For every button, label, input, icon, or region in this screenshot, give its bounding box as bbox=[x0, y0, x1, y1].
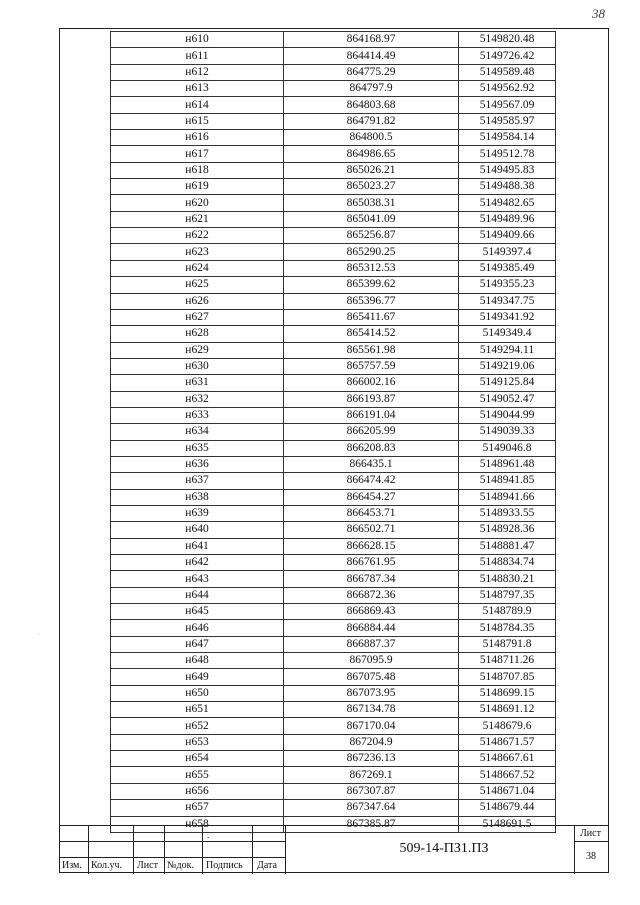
y-coordinate-cell: 5149125.84 bbox=[459, 375, 556, 391]
x-coordinate-cell: 867073.95 bbox=[284, 685, 459, 701]
y-coordinate-cell: 5149584.14 bbox=[459, 130, 556, 146]
table-row bbox=[111, 375, 607, 391]
x-coordinate-cell: 865256.87 bbox=[284, 228, 459, 244]
point-id-cell: н626 bbox=[111, 293, 284, 309]
empty-cell bbox=[556, 783, 607, 799]
table-row bbox=[111, 604, 607, 620]
table-row bbox=[111, 538, 607, 554]
table-row bbox=[111, 130, 607, 146]
empty-cell bbox=[556, 734, 607, 750]
point-id-cell: н642 bbox=[111, 555, 284, 571]
stamp-row-line bbox=[574, 841, 609, 842]
table-row bbox=[111, 277, 607, 293]
y-coordinate-cell: 5148941.85 bbox=[459, 473, 556, 489]
x-coordinate-cell: 866502.71 bbox=[284, 522, 459, 538]
stamp-label-ndok: №док. bbox=[167, 860, 194, 871]
table-row bbox=[111, 489, 607, 505]
y-coordinate-cell: 5149039.33 bbox=[459, 424, 556, 440]
x-coordinate-cell: 865290.25 bbox=[284, 244, 459, 260]
point-id-cell: н624 bbox=[111, 260, 284, 276]
empty-cell bbox=[556, 260, 607, 276]
point-id-cell: н622 bbox=[111, 228, 284, 244]
y-coordinate-cell: 5148671.04 bbox=[459, 783, 556, 799]
y-coordinate-cell: 5148791.8 bbox=[459, 636, 556, 652]
x-coordinate-cell: 866474.42 bbox=[284, 473, 459, 489]
x-coordinate-cell: 865399.62 bbox=[284, 277, 459, 293]
x-coordinate-cell: 867075.48 bbox=[284, 669, 459, 685]
x-coordinate-cell: 864797.9 bbox=[284, 81, 459, 97]
point-id-cell: н650 bbox=[111, 685, 284, 701]
table-row bbox=[111, 473, 607, 489]
stamp-label-izm: Изм. bbox=[62, 860, 82, 871]
point-id-cell: н644 bbox=[111, 587, 284, 603]
table-row bbox=[111, 48, 607, 64]
empty-cell bbox=[556, 767, 607, 783]
x-coordinate-cell: 864168.97 bbox=[284, 32, 459, 48]
empty-cell bbox=[556, 244, 607, 260]
table-row bbox=[111, 228, 607, 244]
point-id-cell: н647 bbox=[111, 636, 284, 652]
y-coordinate-cell: 5149489.96 bbox=[459, 211, 556, 227]
x-coordinate-cell: 867347.64 bbox=[284, 800, 459, 816]
x-coordinate-cell: 865312.53 bbox=[284, 260, 459, 276]
empty-cell bbox=[556, 538, 607, 554]
point-id-cell: н652 bbox=[111, 718, 284, 734]
empty-cell bbox=[556, 489, 607, 505]
empty-cell bbox=[556, 228, 607, 244]
empty-cell bbox=[556, 277, 607, 293]
stamp-divider bbox=[285, 826, 286, 874]
empty-cell bbox=[556, 685, 607, 701]
title-block bbox=[59, 825, 609, 874]
table-row bbox=[111, 685, 607, 701]
point-id-cell: н619 bbox=[111, 179, 284, 195]
empty-cell bbox=[556, 571, 607, 587]
empty-cell bbox=[556, 473, 607, 489]
y-coordinate-cell: 5149726.42 bbox=[459, 48, 556, 64]
empty-cell bbox=[556, 751, 607, 767]
table-row bbox=[111, 407, 607, 423]
y-coordinate-cell: 5149495.83 bbox=[459, 162, 556, 178]
point-id-cell: н658 bbox=[111, 816, 284, 832]
x-coordinate-cell: 867269.1 bbox=[284, 767, 459, 783]
sheet-label: Лист bbox=[580, 828, 601, 839]
y-coordinate-cell: 5149488.38 bbox=[459, 179, 556, 195]
y-coordinate-cell: 5149347.75 bbox=[459, 293, 556, 309]
empty-cell bbox=[556, 48, 607, 64]
empty-cell bbox=[556, 653, 607, 669]
x-coordinate-cell: 865396.77 bbox=[284, 293, 459, 309]
point-id-cell: н610 bbox=[111, 32, 284, 48]
table-row bbox=[111, 32, 607, 48]
table-row bbox=[111, 64, 607, 80]
point-id-cell: н651 bbox=[111, 702, 284, 718]
y-coordinate-cell: 5148797.35 bbox=[459, 587, 556, 603]
x-coordinate-cell: 866761.95 bbox=[284, 555, 459, 571]
point-id-cell: н620 bbox=[111, 195, 284, 211]
empty-cell bbox=[556, 195, 607, 211]
y-coordinate-cell: 5149052.47 bbox=[459, 391, 556, 407]
point-id-cell: н657 bbox=[111, 800, 284, 816]
x-coordinate-cell: 866628.15 bbox=[284, 538, 459, 554]
y-coordinate-cell: 5149482.65 bbox=[459, 195, 556, 211]
empty-cell bbox=[556, 800, 607, 816]
empty-cell bbox=[556, 130, 607, 146]
stamp-label-data: Дата bbox=[257, 860, 277, 871]
point-id-cell: н637 bbox=[111, 473, 284, 489]
empty-cell bbox=[556, 342, 607, 358]
empty-cell bbox=[556, 32, 607, 48]
empty-cell bbox=[556, 293, 607, 309]
coordinates-table-body bbox=[111, 32, 607, 833]
x-coordinate-cell: 866887.37 bbox=[284, 636, 459, 652]
y-coordinate-cell: 5149512.78 bbox=[459, 146, 556, 162]
point-id-cell: н638 bbox=[111, 489, 284, 505]
table-row bbox=[111, 587, 607, 603]
document-code: 509-14-ПЗ1.ПЗ bbox=[399, 841, 489, 856]
table-row bbox=[111, 734, 607, 750]
stamp-divider bbox=[164, 826, 165, 874]
x-coordinate-cell: 864775.29 bbox=[284, 64, 459, 80]
point-id-cell: н649 bbox=[111, 669, 284, 685]
point-id-cell: н621 bbox=[111, 211, 284, 227]
point-id-cell: н611 bbox=[111, 48, 284, 64]
table-row bbox=[111, 146, 607, 162]
y-coordinate-cell: 5149219.06 bbox=[459, 358, 556, 374]
stamp-divider bbox=[88, 826, 89, 874]
y-coordinate-cell: 5148691.12 bbox=[459, 702, 556, 718]
table-row bbox=[111, 81, 607, 97]
table-row bbox=[111, 669, 607, 685]
y-coordinate-cell: 5149294.11 bbox=[459, 342, 556, 358]
point-id-cell: н613 bbox=[111, 81, 284, 97]
table-row bbox=[111, 767, 607, 783]
empty-cell bbox=[556, 669, 607, 685]
empty-cell bbox=[556, 146, 607, 162]
table-row bbox=[111, 358, 607, 374]
x-coordinate-cell: 865414.52 bbox=[284, 326, 459, 342]
empty-cell bbox=[556, 587, 607, 603]
y-coordinate-cell: 5149562.92 bbox=[459, 81, 556, 97]
empty-cell bbox=[556, 375, 607, 391]
table-row bbox=[111, 260, 607, 276]
empty-cell bbox=[556, 555, 607, 571]
y-coordinate-cell: 5148667.61 bbox=[459, 751, 556, 767]
table-row bbox=[111, 179, 607, 195]
point-id-cell: н612 bbox=[111, 64, 284, 80]
point-id-cell: н628 bbox=[111, 326, 284, 342]
x-coordinate-cell: 867307.87 bbox=[284, 783, 459, 799]
point-id-cell: н632 bbox=[111, 391, 284, 407]
stamp-row-line bbox=[59, 857, 285, 858]
y-coordinate-cell: 5148881.47 bbox=[459, 538, 556, 554]
table-row bbox=[111, 800, 607, 816]
y-coordinate-cell: 5149820.48 bbox=[459, 32, 556, 48]
empty-cell bbox=[556, 391, 607, 407]
x-coordinate-cell: 865038.31 bbox=[284, 195, 459, 211]
table-row bbox=[111, 653, 607, 669]
x-coordinate-cell: 867204.9 bbox=[284, 734, 459, 750]
empty-cell bbox=[556, 81, 607, 97]
stamp-divider bbox=[202, 826, 203, 874]
y-coordinate-cell: 5148679.44 bbox=[459, 800, 556, 816]
x-coordinate-cell: 864414.49 bbox=[284, 48, 459, 64]
empty-cell bbox=[556, 64, 607, 80]
point-id-cell: н645 bbox=[111, 604, 284, 620]
stamp-label-podpis: Подпись bbox=[206, 860, 243, 871]
x-coordinate-cell: 865041.09 bbox=[284, 211, 459, 227]
empty-cell bbox=[556, 456, 607, 472]
x-coordinate-cell: 866872.36 bbox=[284, 587, 459, 603]
x-coordinate-cell: 865757.59 bbox=[284, 358, 459, 374]
point-id-cell: н629 bbox=[111, 342, 284, 358]
empty-cell bbox=[556, 326, 607, 342]
x-coordinate-cell: 866208.83 bbox=[284, 440, 459, 456]
x-coordinate-cell: 865561.98 bbox=[284, 342, 459, 358]
coordinates-table bbox=[110, 31, 606, 833]
stamp-label-list: Лист bbox=[137, 860, 158, 871]
y-coordinate-cell: 5148928.36 bbox=[459, 522, 556, 538]
empty-cell bbox=[556, 309, 607, 325]
x-coordinate-cell: 866435.1 bbox=[284, 456, 459, 472]
point-id-cell: н618 bbox=[111, 162, 284, 178]
y-coordinate-cell: 5148933.55 bbox=[459, 505, 556, 521]
x-coordinate-cell: 866193.87 bbox=[284, 391, 459, 407]
point-id-cell: н617 bbox=[111, 146, 284, 162]
table-row bbox=[111, 211, 607, 227]
table-row bbox=[111, 113, 607, 129]
x-coordinate-cell: 865411.67 bbox=[284, 309, 459, 325]
x-coordinate-cell: 867236.13 bbox=[284, 751, 459, 767]
y-coordinate-cell: 5149046.8 bbox=[459, 440, 556, 456]
x-coordinate-cell: 866787.34 bbox=[284, 571, 459, 587]
stamp-label-kol-uch: Кол.уч. bbox=[91, 860, 123, 871]
table-row bbox=[111, 424, 607, 440]
point-id-cell: н630 bbox=[111, 358, 284, 374]
point-id-cell: н623 bbox=[111, 244, 284, 260]
empty-cell bbox=[556, 505, 607, 521]
y-coordinate-cell: 5149341.92 bbox=[459, 309, 556, 325]
empty-cell bbox=[556, 702, 607, 718]
x-coordinate-cell: 866205.99 bbox=[284, 424, 459, 440]
empty-cell bbox=[556, 162, 607, 178]
point-id-cell: н656 bbox=[111, 783, 284, 799]
table-row bbox=[111, 244, 607, 260]
point-id-cell: н655 bbox=[111, 767, 284, 783]
stamp-divider bbox=[133, 826, 134, 874]
y-coordinate-cell: 5148671.57 bbox=[459, 734, 556, 750]
table-row bbox=[111, 309, 607, 325]
y-coordinate-cell: 5148711.26 bbox=[459, 653, 556, 669]
point-id-cell: н640 bbox=[111, 522, 284, 538]
empty-cell bbox=[556, 620, 607, 636]
point-id-cell: н646 bbox=[111, 620, 284, 636]
table-row bbox=[111, 326, 607, 342]
point-id-cell: н615 bbox=[111, 113, 284, 129]
point-id-cell: н633 bbox=[111, 407, 284, 423]
y-coordinate-cell: 5149355.23 bbox=[459, 277, 556, 293]
point-id-cell: н654 bbox=[111, 751, 284, 767]
page-number: 38 bbox=[592, 6, 605, 21]
y-coordinate-cell: 5148679.6 bbox=[459, 718, 556, 734]
x-coordinate-cell: 866453.71 bbox=[284, 505, 459, 521]
y-coordinate-cell: 5149589.48 bbox=[459, 64, 556, 80]
point-id-cell: н616 bbox=[111, 130, 284, 146]
sheet-number: 38 bbox=[586, 851, 596, 862]
point-id-cell: н648 bbox=[111, 653, 284, 669]
x-coordinate-cell: 864791.82 bbox=[284, 113, 459, 129]
empty-cell bbox=[556, 718, 607, 734]
empty-cell bbox=[556, 440, 607, 456]
point-id-cell: н634 bbox=[111, 424, 284, 440]
y-coordinate-cell: 5148961.48 bbox=[459, 456, 556, 472]
point-id-cell: н641 bbox=[111, 538, 284, 554]
y-coordinate-cell: 5148667.52 bbox=[459, 767, 556, 783]
empty-cell bbox=[556, 604, 607, 620]
table-row bbox=[111, 522, 607, 538]
x-coordinate-cell: 867095.9 bbox=[284, 653, 459, 669]
x-coordinate-cell: 864986.65 bbox=[284, 146, 459, 162]
y-coordinate-cell: 5149585.97 bbox=[459, 113, 556, 129]
table-row bbox=[111, 342, 607, 358]
stamp-row-line bbox=[59, 841, 285, 842]
table-row bbox=[111, 702, 607, 718]
x-coordinate-cell: 867170.04 bbox=[284, 718, 459, 734]
table-row bbox=[111, 456, 607, 472]
x-coordinate-cell: 865023.27 bbox=[284, 179, 459, 195]
y-coordinate-cell: 5148830.21 bbox=[459, 571, 556, 587]
y-coordinate-cell: 5149385.49 bbox=[459, 260, 556, 276]
x-coordinate-cell: 866884.44 bbox=[284, 620, 459, 636]
table-row bbox=[111, 571, 607, 587]
empty-cell bbox=[556, 407, 607, 423]
y-coordinate-cell: 5149349.4 bbox=[459, 326, 556, 342]
x-coordinate-cell: 866869.43 bbox=[284, 604, 459, 620]
point-id-cell: н643 bbox=[111, 571, 284, 587]
y-coordinate-cell: 5148834.74 bbox=[459, 555, 556, 571]
empty-cell bbox=[556, 424, 607, 440]
x-coordinate-cell: 864803.68 bbox=[284, 97, 459, 113]
point-id-cell: н653 bbox=[111, 734, 284, 750]
point-id-cell: н631 bbox=[111, 375, 284, 391]
point-id-cell: н639 bbox=[111, 505, 284, 521]
stamp-divider bbox=[574, 826, 575, 874]
stamp-dot: . bbox=[207, 830, 210, 840]
table-row bbox=[111, 620, 607, 636]
y-coordinate-cell: 5149567.09 bbox=[459, 97, 556, 113]
y-coordinate-cell: 5148691.5 bbox=[459, 816, 556, 832]
y-coordinate-cell: 5149044.99 bbox=[459, 407, 556, 423]
table-row bbox=[111, 162, 607, 178]
table-row bbox=[111, 751, 607, 767]
table-row bbox=[111, 505, 607, 521]
point-id-cell: н635 bbox=[111, 440, 284, 456]
empty-cell bbox=[556, 113, 607, 129]
y-coordinate-cell: 5148784.35 bbox=[459, 620, 556, 636]
y-coordinate-cell: 5148789.9 bbox=[459, 604, 556, 620]
table-row bbox=[111, 783, 607, 799]
empty-cell bbox=[556, 179, 607, 195]
stamp-divider bbox=[252, 826, 253, 874]
x-coordinate-cell: 866454.27 bbox=[284, 489, 459, 505]
table-row bbox=[111, 391, 607, 407]
y-coordinate-cell: 5148699.15 bbox=[459, 685, 556, 701]
y-coordinate-cell: 5148707.85 bbox=[459, 669, 556, 685]
table-row bbox=[111, 636, 607, 652]
y-coordinate-cell: 5148941.66 bbox=[459, 489, 556, 505]
point-id-cell: н614 bbox=[111, 97, 284, 113]
table-row bbox=[111, 555, 607, 571]
table-row bbox=[111, 440, 607, 456]
empty-cell bbox=[556, 97, 607, 113]
x-coordinate-cell: 867385.87 bbox=[284, 816, 459, 832]
empty-cell bbox=[556, 522, 607, 538]
point-id-cell: н636 bbox=[111, 456, 284, 472]
point-id-cell: н627 bbox=[111, 309, 284, 325]
x-coordinate-cell: 864800.5 bbox=[284, 130, 459, 146]
empty-cell bbox=[556, 358, 607, 374]
x-coordinate-cell: 866002.16 bbox=[284, 375, 459, 391]
x-coordinate-cell: 866191.04 bbox=[284, 407, 459, 423]
table-row bbox=[111, 195, 607, 211]
point-id-cell: н625 bbox=[111, 277, 284, 293]
x-coordinate-cell: 867134.78 bbox=[284, 702, 459, 718]
empty-cell bbox=[556, 636, 607, 652]
table-row bbox=[111, 718, 607, 734]
x-coordinate-cell: 865026.21 bbox=[284, 162, 459, 178]
table-row bbox=[111, 97, 607, 113]
table-row bbox=[111, 293, 607, 309]
empty-cell bbox=[556, 211, 607, 227]
y-coordinate-cell: 5149409.66 bbox=[459, 228, 556, 244]
y-coordinate-cell: 5149397.4 bbox=[459, 244, 556, 260]
margin-mark: · bbox=[38, 632, 40, 638]
